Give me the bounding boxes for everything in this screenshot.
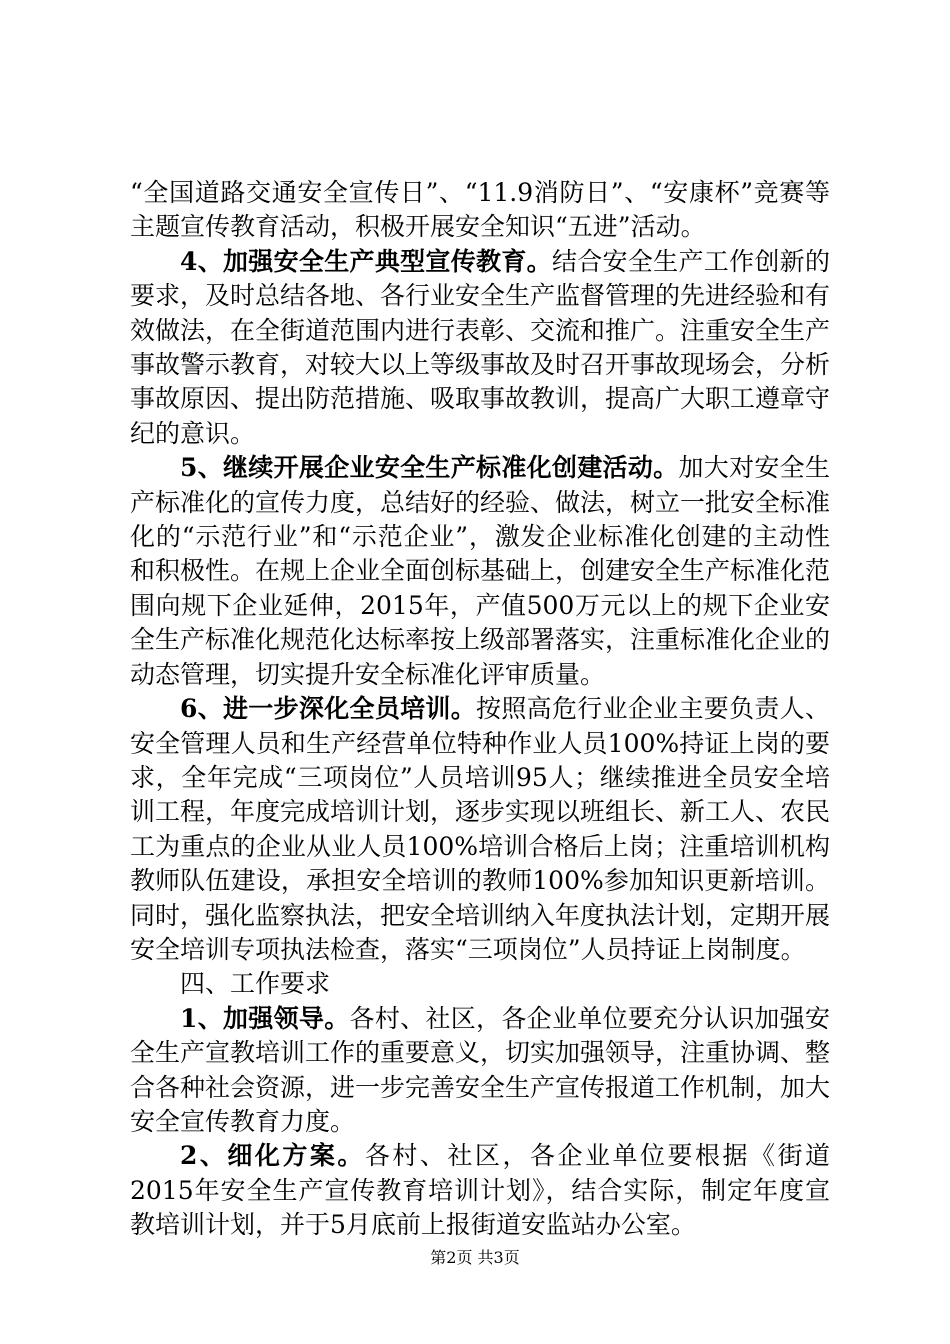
- requirement-text: 各村、社区，各企业单位要充分认识加强安全生产宣教培训工作的重要意义，切实加强领导，注重协调、整合各种社会资源，进一步完善安全生产宣传报道工作机制，加大安全宣传教育力度。: [130, 1003, 831, 1136]
- requirement-lead: 2、细化方案。: [180, 1141, 365, 1171]
- paragraph-lead: 6、进一步深化全员培训。: [180, 694, 477, 724]
- requirement-plan: [130, 1139, 830, 1242]
- paragraph-staff-training: [130, 692, 830, 967]
- paragraph-text: 按照高危行业企业主要负责人、安全管理人员和生产经营单位特种作业人员100%持证上岗的要求，全年完成“三项岗位”人员培训95人；继续推进全员安全培训工程，年度完成培训计划，逐步实现以班组长、新工人、农民工为重点的企业从业人员100%培训合格后上岗；注重培训机构教师队伍建设，承担安全培训的教师100%参加知识更新培训。同时，强化监察执法，把安全培训纳入年度执法计划，定期开展安全培训专项执法检查，落实“三项岗位”人员持证上岗制度。: [130, 694, 831, 964]
- paragraph-promotion-activities: [130, 176, 830, 245]
- page-footer: 第2页 共3页: [430, 1248, 520, 1267]
- paragraph-text: 结合安全生产工作创新的要求，及时总结各地、各行业安全生产监督管理的先进经验和有效做法，在全街道范围内进行表彰、交流和推广。注重安全生产事故警示教育，对较大以上等级事故及时召开事故现场会，分析事故原因、提出防范措施、吸取事故教训，提高广大职工遵章守纪的意识。: [130, 246, 831, 448]
- section-heading: 四、工作要求: [180, 969, 331, 999]
- paragraph-text: 加大对安全生产标准化的宣传力度，总结好的经验、做法，树立一批安全标准化的“示范行业”和“示范企业”，激发企业标准化创建的主动性和积极性。在规上企业全面创标基础上，创建安全生产标准化范围向规下企业延伸，2015年，产值500万元以上的规下企业安全生产标准化规范化达标率按上级部署落实，注重标准化企业的动态管理，切实提升安全标准化评审质量。: [130, 453, 831, 689]
- paragraph-lead: 4、加强安全生产典型宣传教育。: [180, 246, 552, 276]
- requirement-text: 各村、社区，各企业单位要根据《街道2015年安全生产宣传教育培训计划》，结合实际，制定年度宣教培训计划，并于5月底前上报街道安监站办公室。: [130, 1141, 830, 1240]
- paragraph-typical-education: [130, 245, 830, 451]
- document-body: [130, 176, 830, 1243]
- paragraph-lead: 5、继续开展企业安全生产标准化创建活动。: [180, 453, 679, 483]
- paragraph-text: “全国道路交通安全宣传日”、“11.9消防日”、“安康杯”竞赛等主题宣传教育活动，积极开展安全知识“五进”活动。: [130, 178, 830, 242]
- paragraph-standardization: [130, 451, 830, 692]
- requirement-leadership: [130, 1002, 830, 1140]
- requirement-lead: 1、加强领导。: [180, 1003, 350, 1033]
